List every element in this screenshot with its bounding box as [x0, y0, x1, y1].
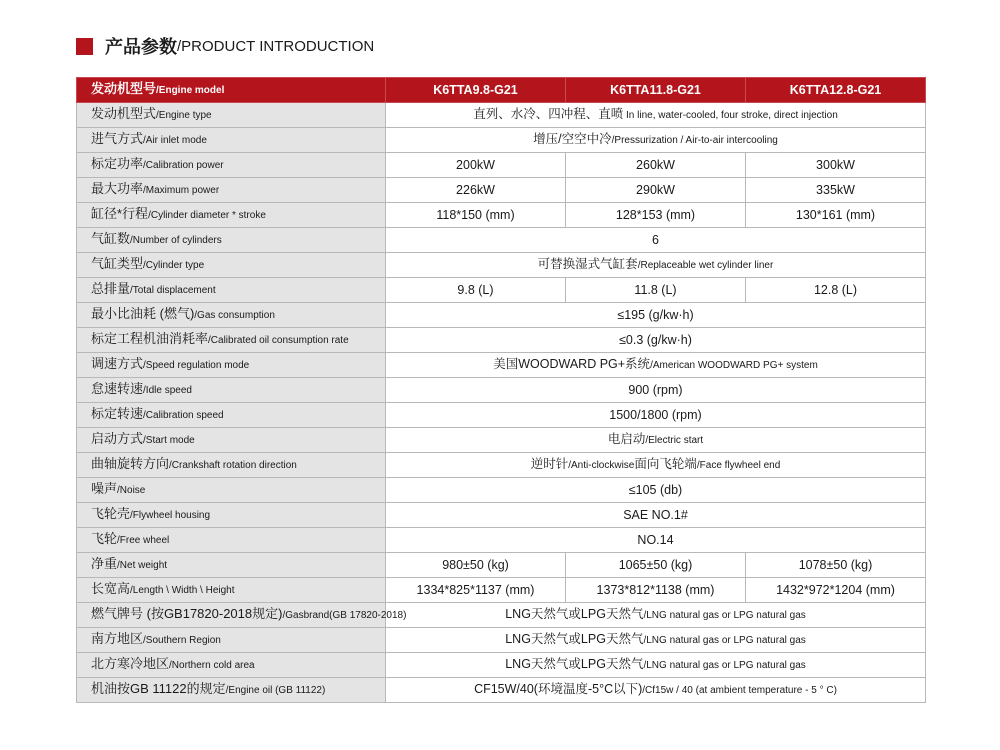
table-row [77, 603, 926, 628]
row-label: 北方寒冷地区/Northern cold area [77, 653, 386, 678]
row-value: 200kW [386, 153, 566, 178]
row-label: 发动机型式/Engine type [77, 103, 386, 128]
row-value: 130*161 (mm) [746, 203, 926, 228]
row-label: 净重/Net weight [77, 553, 386, 578]
row-label: 飞轮壳/Flywheel housing [77, 503, 386, 528]
heading-title-cn: 产品参数 [105, 37, 177, 57]
row-label: 启动方式/Start mode [77, 428, 386, 453]
table-row [77, 253, 926, 278]
row-label: 缸径*行程/Cylinder diameter * stroke [77, 203, 386, 228]
row-value: CF15W/40(环境温度-5°C以下)/Cf15w / 40 (at ambient temperature - 5 ° C) [386, 678, 926, 703]
model-header: K6TTA11.8-G21 [566, 78, 746, 103]
table-row [77, 228, 926, 253]
row-label: 怠速转速/Idle speed [77, 378, 386, 403]
row-value: 电启动/Electric start [386, 428, 926, 453]
row-label: 南方地区/Southern Region [77, 628, 386, 653]
row-value: ≤195 (g/kw·h) [386, 303, 926, 328]
row-value: SAE NO.1# [386, 503, 926, 528]
row-value: 直列、水冷、四冲程、直喷 In line, water-cooled, four stroke, direct injection [386, 103, 926, 128]
row-value: 逆时针/Anti-clockwise面向飞轮端/Face flywheel end [386, 453, 926, 478]
row-value: 9.8 (L) [386, 278, 566, 303]
row-label: 曲轴旋转方向/Crankshaft rotation direction [77, 453, 386, 478]
row-label: 进气方式/Air inlet mode [77, 128, 386, 153]
table-row [77, 403, 926, 428]
header-label: 发动机型号/Engine model [77, 78, 386, 103]
row-value: 290kW [566, 178, 746, 203]
row-value: 1500/1800 (rpm) [386, 403, 926, 428]
row-value: 128*153 (mm) [566, 203, 746, 228]
row-value: LNG天然气或LPG天然气/LNG natural gas or LPG natural gas [386, 628, 926, 653]
row-label: 气缸类型/Cylinder type [77, 253, 386, 278]
row-value: 980±50 (kg) [386, 553, 566, 578]
row-value: 增压/空空中冷/Pressurization / Air-to-air intercooling [386, 128, 926, 153]
row-value: 11.8 (L) [566, 278, 746, 303]
heading-marker [76, 38, 93, 55]
table-row [77, 528, 926, 553]
section-heading [76, 34, 374, 58]
row-label: 机油按GB 11122的规定/Engine oil (GB 11122) [77, 678, 386, 703]
row-label: 标定工程机油消耗率/Calibrated oil consumption rate [77, 328, 386, 353]
row-value: ≤105 (db) [386, 478, 926, 503]
row-value: 6 [386, 228, 926, 253]
row-label: 气缸数/Number of cylinders [77, 228, 386, 253]
row-value: LNG天然气或LPG天然气/LNG natural gas or LPG natural gas [386, 603, 926, 628]
model-header: K6TTA12.8-G21 [746, 78, 926, 103]
row-value: NO.14 [386, 528, 926, 553]
table-row [77, 578, 926, 603]
row-label: 标定转速/Calibration speed [77, 403, 386, 428]
row-label: 最小比油耗 (燃气)/Gas consumption [77, 303, 386, 328]
row-label: 燃气牌号 (按GB17820-2018规定)/Gasbrand(GB 17820-2018) [77, 603, 386, 628]
table-row [77, 153, 926, 178]
row-value: 335kW [746, 178, 926, 203]
table-header-row [77, 78, 926, 103]
table-row [77, 303, 926, 328]
row-label: 飞轮/Free wheel [77, 528, 386, 553]
table-row [77, 203, 926, 228]
table-row [77, 428, 926, 453]
row-value: 300kW [746, 153, 926, 178]
row-label: 最大功率/Maximum power [77, 178, 386, 203]
table-row [77, 453, 926, 478]
spec-table [76, 77, 926, 703]
table-row [77, 553, 926, 578]
row-value: 1078±50 (kg) [746, 553, 926, 578]
table-row [77, 678, 926, 703]
row-label: 噪声/Noise [77, 478, 386, 503]
table-row [77, 178, 926, 203]
row-label: 长宽高/Length \ Width \ Height [77, 578, 386, 603]
table-row [77, 353, 926, 378]
row-value: 可替换湿式气缸套/Replaceable wet cylinder liner [386, 253, 926, 278]
table-row [77, 103, 926, 128]
row-value: ≤0.3 (g/kw·h) [386, 328, 926, 353]
row-value: 1334*825*1137 (mm) [386, 578, 566, 603]
table-row [77, 503, 926, 528]
heading-title-en: /PRODUCT INTRODUCTION [177, 37, 375, 55]
table-row [77, 478, 926, 503]
row-value: LNG天然气或LPG天然气/LNG natural gas or LPG natural gas [386, 653, 926, 678]
table-row [77, 653, 926, 678]
row-value: 12.8 (L) [746, 278, 926, 303]
row-value: 美国WOODWARD PG+系统/American WOODWARD PG+ system [386, 353, 926, 378]
row-value: 1373*812*1138 (mm) [566, 578, 746, 603]
row-value: 118*150 (mm) [386, 203, 566, 228]
table-row [77, 378, 926, 403]
row-value: 260kW [566, 153, 746, 178]
row-value: 226kW [386, 178, 566, 203]
model-header: K6TTA9.8-G21 [386, 78, 566, 103]
row-value: 1065±50 (kg) [566, 553, 746, 578]
table-row [77, 278, 926, 303]
row-label: 标定功率/Calibration power [77, 153, 386, 178]
table-row [77, 628, 926, 653]
row-label: 总排量/Total displacement [77, 278, 386, 303]
table-row [77, 328, 926, 353]
table-row [77, 128, 926, 153]
row-label: 调速方式/Speed regulation mode [77, 353, 386, 378]
row-value: 1432*972*1204 (mm) [746, 578, 926, 603]
row-value: 900 (rpm) [386, 378, 926, 403]
